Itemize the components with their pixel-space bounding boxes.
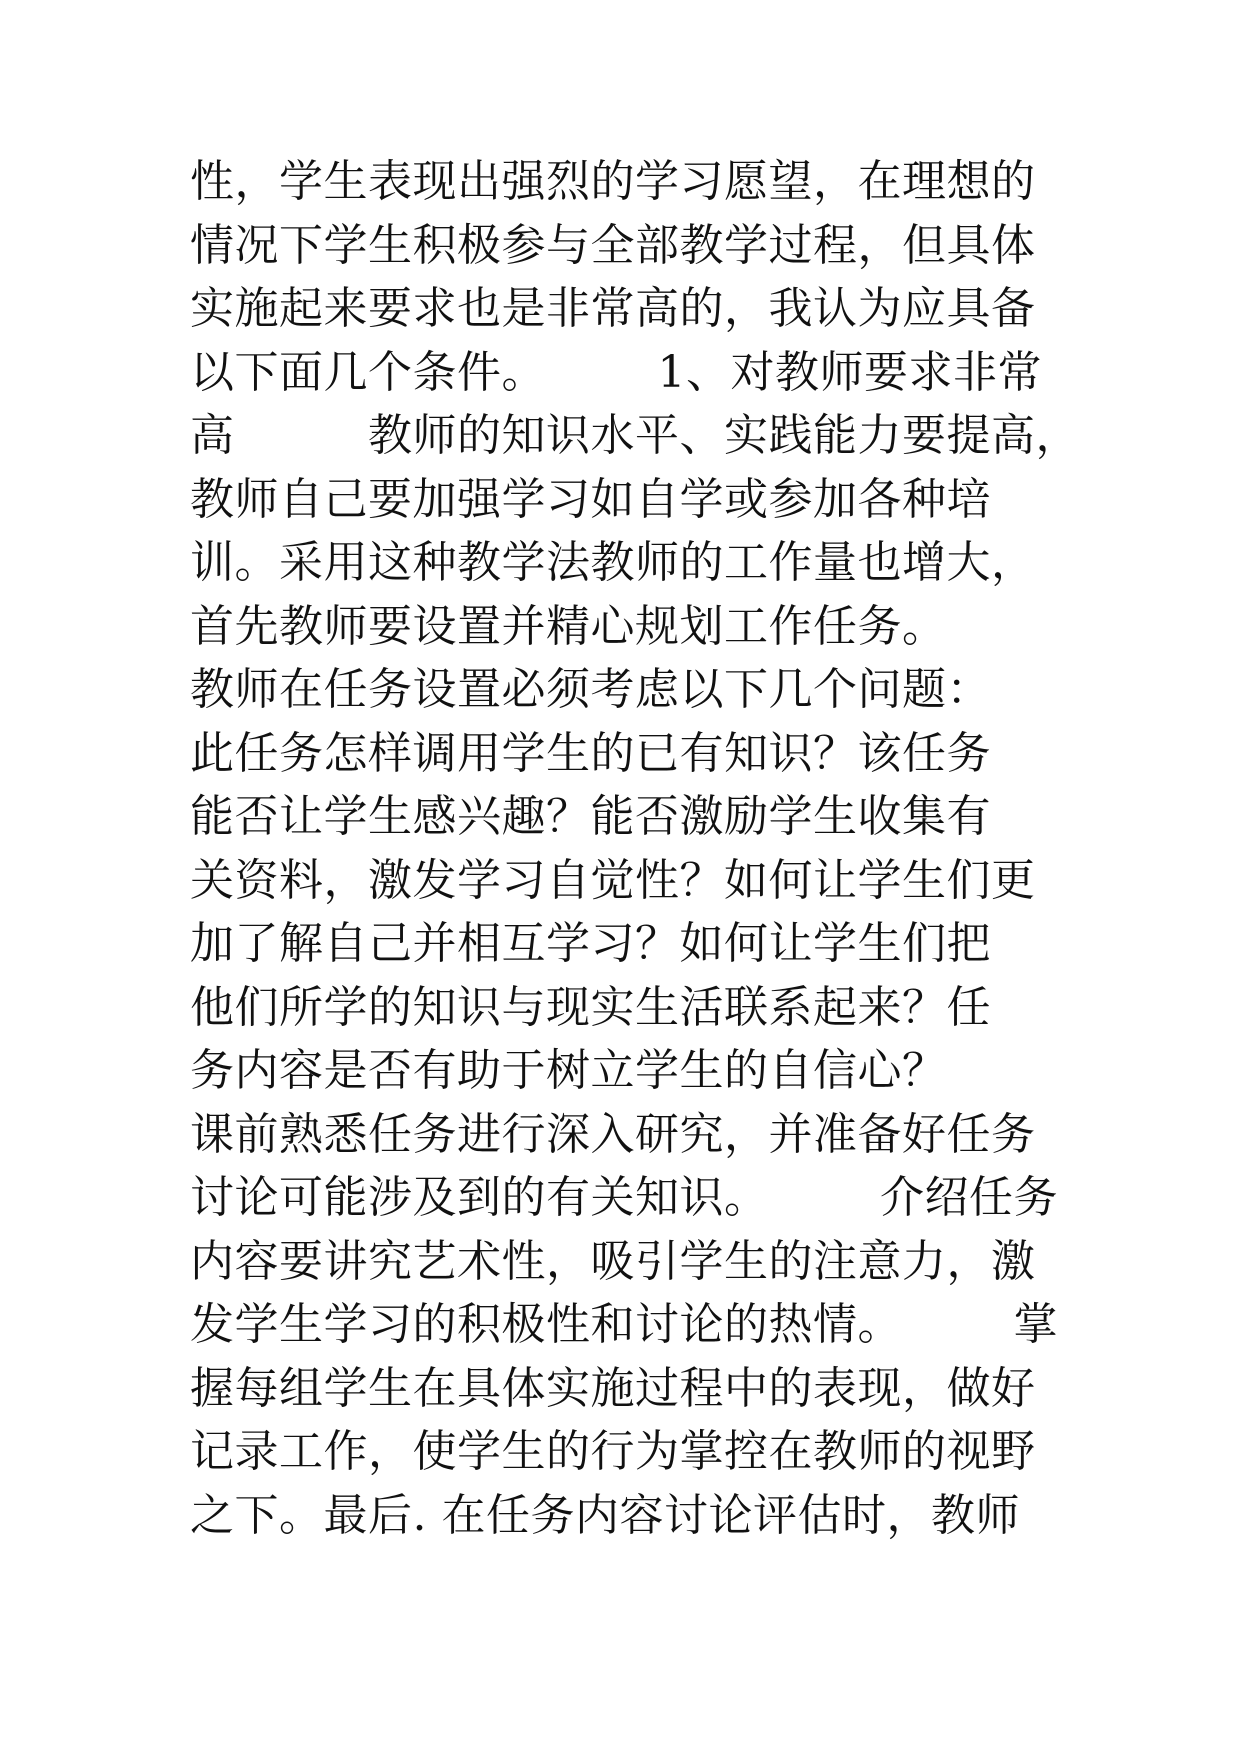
text-line: 训。采用这种教学法教师的工作量也增大， — [190, 537, 1036, 588]
text-line: 教师自己要加强学习如自学或参加各种培 — [190, 473, 991, 525]
text-line: 务内容是否有助于树立学生的自信心？ — [190, 1045, 947, 1096]
text-line: 高 教师的知识水平、实践能力要提高， — [190, 410, 1080, 461]
text-line: 此任务怎样调用学生的已有知识？该任务 — [190, 727, 991, 779]
text-line: 内容要讲究艺术性，吸引学生的注意力，激 — [190, 1235, 1036, 1287]
text-line: 以下面几个条件。 1、对教师要求非常 — [190, 346, 1042, 398]
body-text — [190, 150, 1090, 1547]
text-line: 教师在任务设置必须考虑以下几个问题： — [190, 664, 991, 715]
text-line: 他们所学的知识与现实生活联系起来？任 — [190, 981, 991, 1033]
text-line: 课前熟悉任务进行深入研究，并准备好任务 — [190, 1108, 1036, 1160]
text-line: 记录工作，使学生的行为掌控在教师的视野 — [190, 1426, 1036, 1477]
text-line: 能否让学生感兴趣？能否激励学生收集有 — [190, 791, 991, 842]
text-line: 加了解自己并相互学习？如何让学生们把 — [190, 918, 991, 969]
text-line: 首先教师要设置并精心规划工作任务。 — [190, 600, 947, 652]
text-line: 情况下学生积极参与全部教学过程，但具体 — [190, 219, 1036, 271]
text-line: 关资料，激发学习自觉性？如何让学生们更 — [190, 854, 1036, 906]
text-line: 实施起来要求也是非常高的，我认为应具备 — [190, 283, 1036, 334]
text-line: 握每组学生在具体实施过程中的表现，做好 — [190, 1362, 1036, 1414]
text-line: 发学生学习的积极性和讨论的热情。 掌 — [190, 1299, 1058, 1350]
text-line: 讨论可能涉及到的有关知识。 介绍任务 — [190, 1172, 1058, 1223]
text-line: 之下。最后. 在任务内容讨论评估时，教师 — [190, 1489, 1020, 1541]
text-line: 性，学生表现出强烈的学习愿望，在理想的 — [190, 156, 1036, 207]
